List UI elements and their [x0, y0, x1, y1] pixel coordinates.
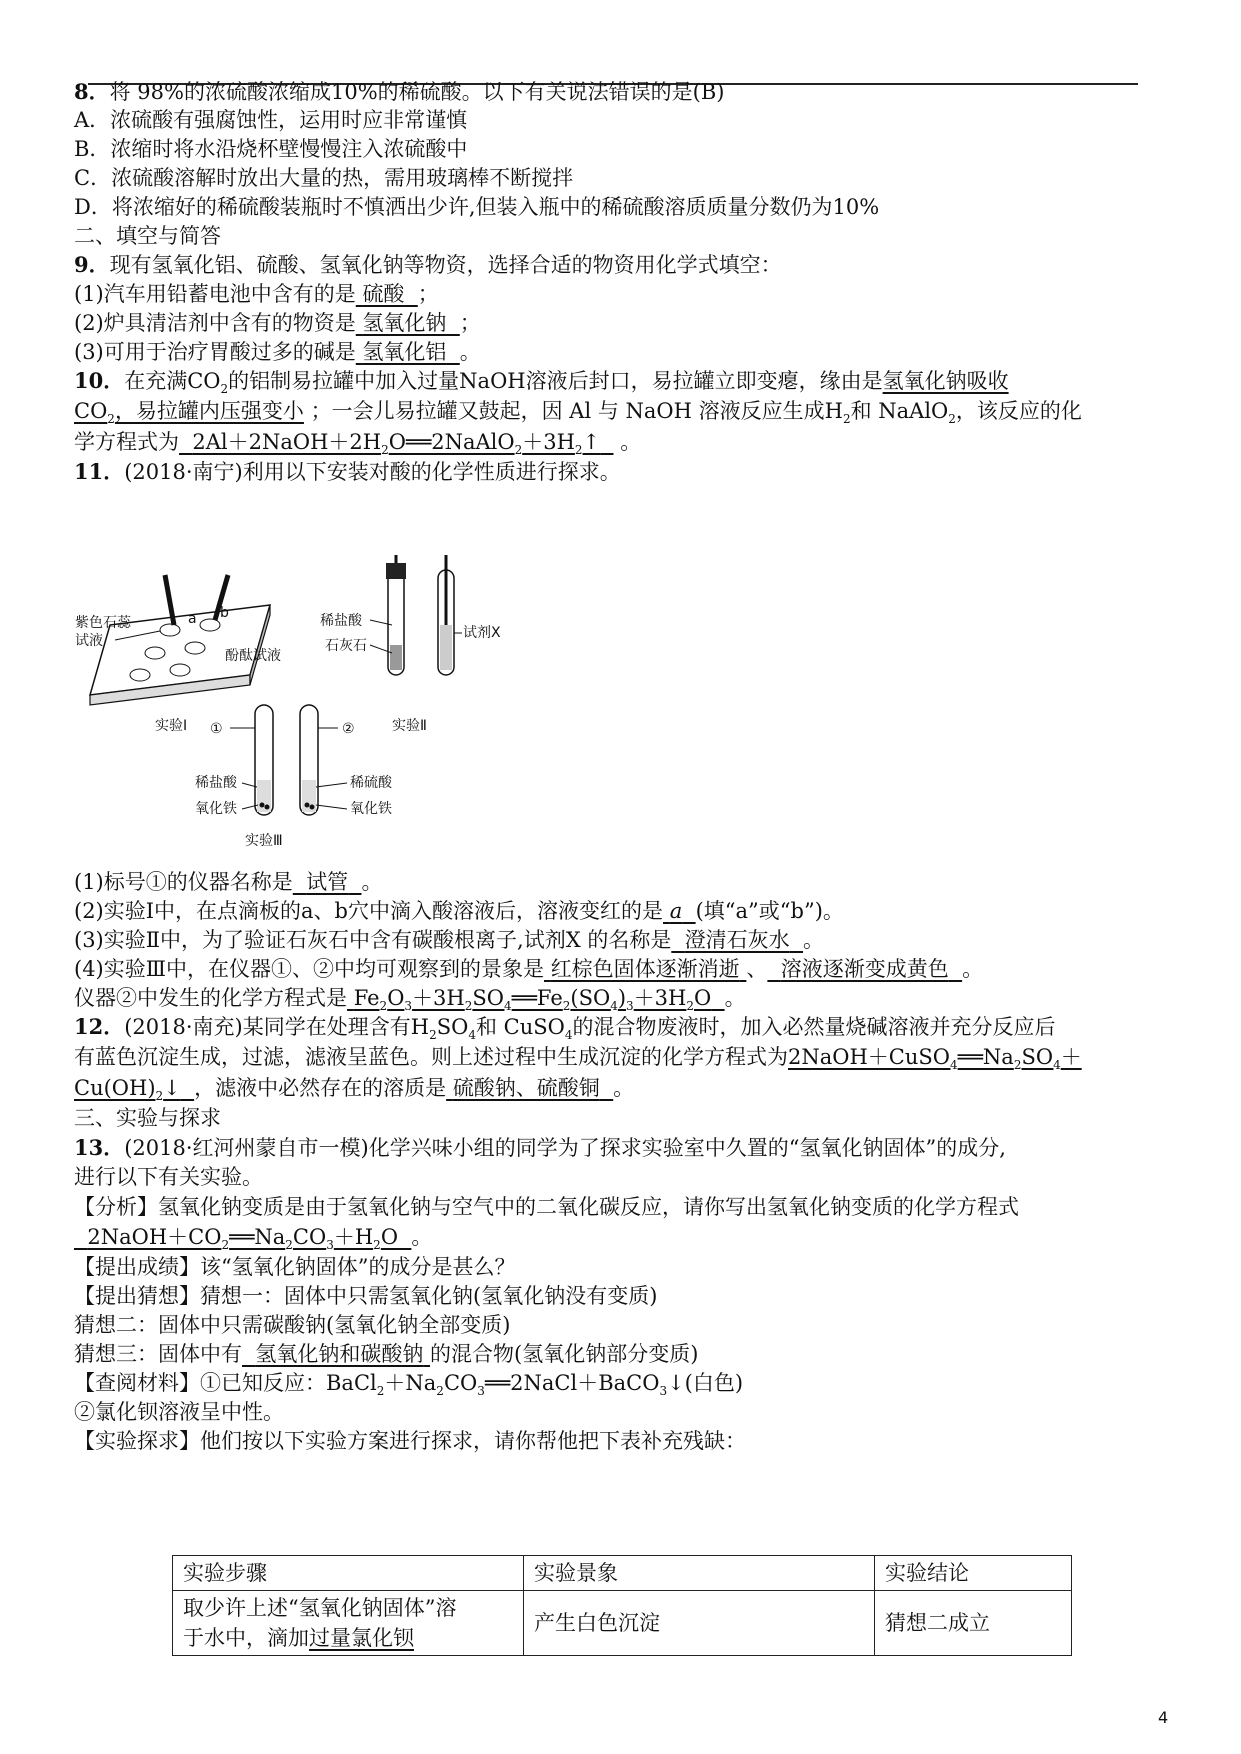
label-hcl: 稀盐酸: [320, 613, 362, 629]
q8-option-d: D．将浓缩好的稀硫酸装瓶时不慎洒出少许,但装入瓶中的稀硫酸溶质质量分数仍为10%: [74, 195, 880, 219]
q8-option-b: B．浓缩时将水沿烧杯壁慢慢注入浓硫酸中: [74, 137, 468, 161]
label-h2so4: 稀硫酸: [350, 775, 392, 791]
q13-line2: 进行以下有关实验。: [74, 1165, 263, 1189]
table-header-phenomenon: 实验景象: [524, 1556, 875, 1591]
q9-part2: (2)炉具清洁剂中含有的物资是 氢氧化钠 ；: [74, 311, 481, 335]
q12-line1: 12．(2018·南充)某同学在处理含有$H_2SO_4$和 CuSO$_4$的混合物废液时，加入必然量烧碱溶液并充分反应后: [74, 1014, 1056, 1043]
label-tube-2: ②: [342, 721, 355, 737]
table-row: [173, 1591, 1072, 1656]
label-exp2: 实验Ⅱ: [392, 718, 427, 734]
test-tubes: [255, 705, 318, 815]
q10-line1: 10．在充满$CO_2$的铝制易拉罐中加入过量NaOH溶液后封口，易拉罐立即变瘪，缘由是氢氧化钠吸收: [74, 368, 1009, 397]
q13-guess3: 猜想三：固体中有 氢氧化钠和碳酸钠 的混合物(氢氧化钠部分变质): [74, 1342, 699, 1366]
q8-option-c: C．浓硫酸溶解时放出大量的热，需用玻璃棒不断搅拌: [74, 166, 574, 190]
label-litmus-1: 紫色石蕊: [75, 615, 131, 631]
q12-line3: $Cu(OH)_2↓$ ，滤液中必然存在的溶质是 硫酸钠、硫酸铜 。: [74, 1076, 635, 1104]
q11-stem: 11．(2018·南宁)利用以下安装对酸的化学性质进行探求。: [74, 459, 621, 484]
gas-test-apparatus: [386, 555, 454, 675]
q8-stem: 8．将 98%的浓硫酸浓缩成10%的稀硫酸。以下有关说法错误的是(B): [74, 79, 725, 104]
label-phenolphthalein: 酚酞试液: [225, 648, 281, 664]
q11-part2: (2)实验Ⅰ中，在点滴板的a、b穴中滴入酸溶液后，溶液变红的是 a (填“a”或“b”)。: [74, 899, 844, 923]
label-b: b: [220, 605, 229, 621]
label-fe2o3-2: 氧化铁: [350, 801, 392, 817]
label-hcl-3: 稀盐酸: [195, 775, 237, 791]
table-cell-conclusion: 猜想二成立: [875, 1591, 1072, 1656]
section-3-heading: 三、实验与探求: [74, 1106, 221, 1130]
q9-stem: 9．现有氢氧化铝、硫酸、氢氧化钠等物资，选择合适的物资用化学式填空：: [74, 252, 782, 277]
q13-analysis-equation: $2NaOH+CO_2══Na_2CO_3+H_2O$ 。: [87, 1225, 433, 1253]
q10-line3: 学方程式为 $2Al+2NaOH+2H_2O══2NaAlO_2+3H_2↑$ 。: [74, 430, 642, 458]
q13-analysis: 【分析】氢氧化钠变质是由于氢氧化钠与空气中的二氧化碳反应，请你写出氢氧化钠变质的化学方程式: [74, 1195, 1019, 1219]
label-tube-1: ①: [210, 721, 223, 737]
q13-reference2: ②氯化钡溶液呈中性。: [74, 1400, 284, 1424]
label-exp3: 实验Ⅲ: [245, 833, 283, 849]
q13-question: 【提出成绩】该“氢氧化钠固体”的成分是甚么？: [74, 1255, 516, 1279]
q13-guess1: 【提出猜想】猜想一：固体中只需氢氧化钠(氢氧化钠没有变质): [74, 1284, 658, 1308]
table-cell-phenomenon: 产生白色沉淀: [524, 1591, 875, 1656]
q11-part3: (3)实验Ⅱ中，为了验证石灰石中含有碳酸根离子,试剂X 的名称是 澄清石灰水 。: [74, 928, 825, 952]
q13-guess2: 猜想二：固体中只需碳酸钠(氢氧化钠全部变质): [74, 1313, 511, 1337]
table-cell-step: 取少许上述“氢氧化钠固体”溶 于水中，滴加过量氯化钡: [173, 1591, 524, 1656]
q10-line2: $CO_2$，易拉罐内压强变小 ；一会儿易拉罐又鼓起，因 Al 与 NaOH 溶液反应生成$H_2$和 NaAlO$_2$，该反应的化: [74, 399, 1082, 427]
label-exp1: 实验Ⅰ: [155, 718, 188, 734]
q13-reference1: 【查阅材料】①已知反应：$BaCl_2+Na_2CO_3══2NaCl+BaCO_3↓$(白色): [74, 1371, 744, 1399]
q11-part4: (4)实验Ⅲ中，在仪器①、②中均可观察到的景象是 红棕色固体逐渐消逝 、 溶液逐渐变成黄色 。: [74, 957, 984, 981]
experiment-table: [172, 1555, 1072, 1656]
q9-part1: (1)汽车用铅蓄电池中含有的是 硫酸 ；: [74, 282, 439, 306]
label-a: a: [188, 611, 197, 627]
page-number: 4: [1158, 1708, 1169, 1727]
q11-part1: (1)标号①的仪器名称是 试管 。: [74, 870, 383, 894]
table-header-step: 实验步骤: [173, 1556, 524, 1591]
q12-line2: 有蓝色沉淀生成，过滤，滤液呈蓝色。则上述过程中生成沉淀的化学方程式为$2NaOH+CuSO_4══Na_2SO_4+$: [74, 1045, 1082, 1073]
label-litmus-2: 试液: [75, 633, 103, 649]
q13-line1: 13．(2018·红河州蒙自市一模)化学兴味小组的同学为了探求实验室中久置的“氢氧化钠固体”的成分,: [74, 1135, 1006, 1160]
table-header-conclusion: 实验结论: [875, 1556, 1072, 1591]
label-limestone: 石灰石: [325, 638, 367, 654]
q8-option-a: A．浓硫酸有强腐蚀性，运用时应非常谨慎: [74, 108, 468, 132]
label-fe2o3-1: 氧化铁: [195, 801, 237, 817]
label-reagent-x: 试剂X: [463, 625, 501, 641]
table-header-row: [173, 1556, 1072, 1591]
section-2-heading: 二、填空与简答: [74, 224, 221, 248]
q11-part5: 仪器②中发生的化学方程式是 $Fe_2O_3+3H_2SO_4══Fe_2(SO_4)_3+3H_2O$ 。: [74, 986, 746, 1014]
q13-explore: 【实验探求】他们按以下实验方案进行探求，请你帮他把下表补充残缺：: [74, 1429, 746, 1453]
q9-part3: (3)可用于治疗胃酸过多的碱是 氢氧化铝 。: [74, 340, 481, 364]
experiment-figure: [70, 555, 550, 855]
